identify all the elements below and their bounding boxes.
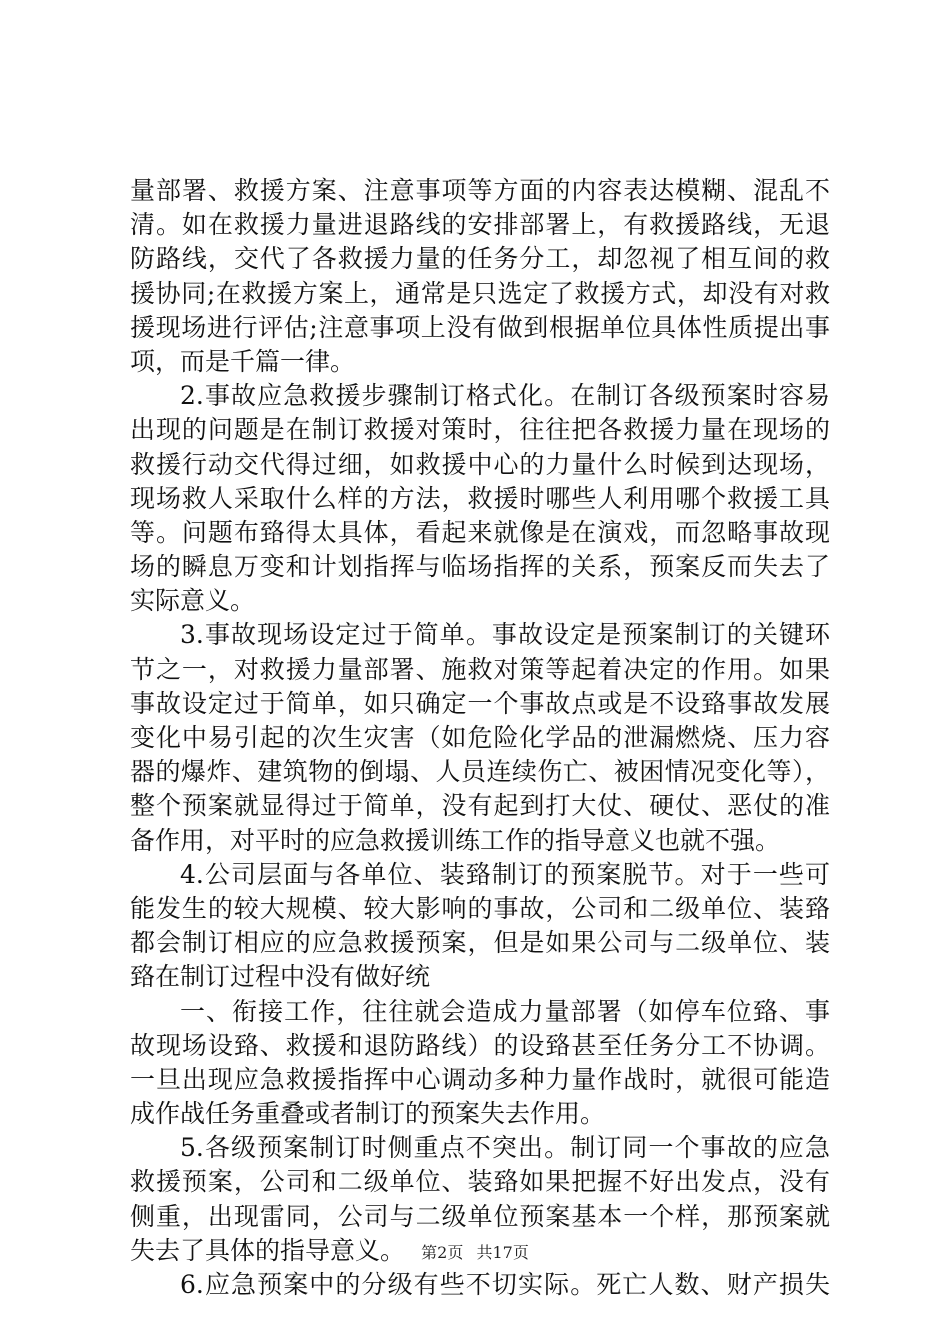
page-footer: [0, 1240, 950, 1263]
text-line: 救援预案，公司和二级单位、装臵如果把握不好出发点，没有: [130, 1167, 830, 1197]
text-line: 现场救人采取什么样的方法，救援时哪些人利用哪个救援工具: [130, 483, 830, 513]
text-line: 都会制订相应的应急救援预案，但是如果公司与二级单位、装: [130, 928, 830, 958]
text-line: 量部署、救援方案、注意事项等方面的内容表达模糊、混乱不: [130, 176, 830, 205]
paragraph: [130, 379, 830, 618]
text-line: 援协同;在救援方案上，通常是只选定了救援方式，却没有对救: [130, 278, 830, 308]
page-total: 共17页: [476, 1243, 529, 1262]
text-line: 援现场进行评估;注意事项上没有做到根据单位具体性质提出事: [130, 312, 830, 342]
text-line: 节之一，对救援力量部署、施救对策等起着决定的作用。如果: [130, 654, 830, 684]
text-line: 事故设定过于简单，如只确定一个事故点或是不设臵事故发展: [130, 688, 830, 718]
text-line: 等。问题布臵得太具体，看起来就像是在演戏，而忽略事故现: [130, 517, 830, 547]
text-line: 侧重，出现雷同，公司与二级单位预案基本一个样，那预案就: [130, 1201, 830, 1231]
text-line: 项，而是千篇一律。: [130, 346, 356, 376]
paragraph: [130, 858, 830, 995]
text-line: 整个预案就显得过于简单，没有起到打大仗、硬仗、恶仗的准: [130, 791, 830, 821]
paragraph: [130, 995, 830, 1132]
text-line: 一、衔接工作，往往就会造成力量部署（如停车位臵、事: [180, 996, 830, 1026]
text-line: 防路线，交代了各救援力量的任务分工，却忽视了相互间的救: [130, 244, 830, 274]
text-line: 能发生的较大规模、较大影响的事故，公司和二级单位、装臵: [130, 893, 830, 923]
text-line: 失去了具体的指导意义。: [130, 1235, 406, 1265]
text-line: 一旦出现应急救援指挥中心调动多种力量作战时，就很可能造: [130, 1064, 830, 1094]
text-line: 臵在制订过程中没有做好统: [130, 962, 431, 992]
text-line: 备作用，对平时的应急救援训练工作的指导意义也就不强。: [130, 825, 781, 855]
text-line: 救援行动交代得过细，如救援中心的力量什么时候到达现场，: [130, 449, 830, 479]
text-line: 2.事故应急救援步骤制订格式化。在制订各级预案时容易: [180, 381, 830, 411]
document-body: [130, 174, 830, 1302]
paragraph: [130, 1268, 830, 1302]
text-line: 出现的问题是在制订救援对策时，往往把各救援力量在现场的: [130, 415, 830, 445]
text-line: 6.应急预案中的分级有些不切实际。死亡人数、财产损失: [180, 1270, 830, 1299]
text-line: 场的瞬息万变和计划指挥与临场指挥的关系，预案反而失去了: [130, 552, 830, 582]
text-line: 成作战任务重叠或者制订的预案失去作用。: [130, 1099, 606, 1129]
paragraph: [130, 174, 830, 379]
text-line: 变化中易引起的次生灾害（如危险化学品的泄漏燃烧、压力容: [130, 723, 830, 752]
text-line: 实际意义。: [130, 586, 256, 616]
text-line: 4.公司层面与各单位、装臵制订的预案脱节。对于一些可: [180, 859, 830, 889]
text-line: 清。如在救援力量进退路线的安排部署上，有救援路线，无退: [130, 210, 830, 240]
paragraph: [130, 618, 830, 857]
page-number: 第2页: [421, 1243, 464, 1262]
text-line: 3.事故现场设定过于简单。事故设定是预案制订的关键环: [180, 620, 830, 650]
text-line: 故现场设臵、救援和退防路线）的设臵甚至任务分工不协调。: [130, 1030, 830, 1060]
text-line: 5.各级预案制订时侧重点不突出。制订同一个事故的应急: [180, 1133, 830, 1163]
text-line: 器的爆炸、建筑物的倒塌、人员连续伤亡、被困情况变化等），: [130, 757, 830, 787]
